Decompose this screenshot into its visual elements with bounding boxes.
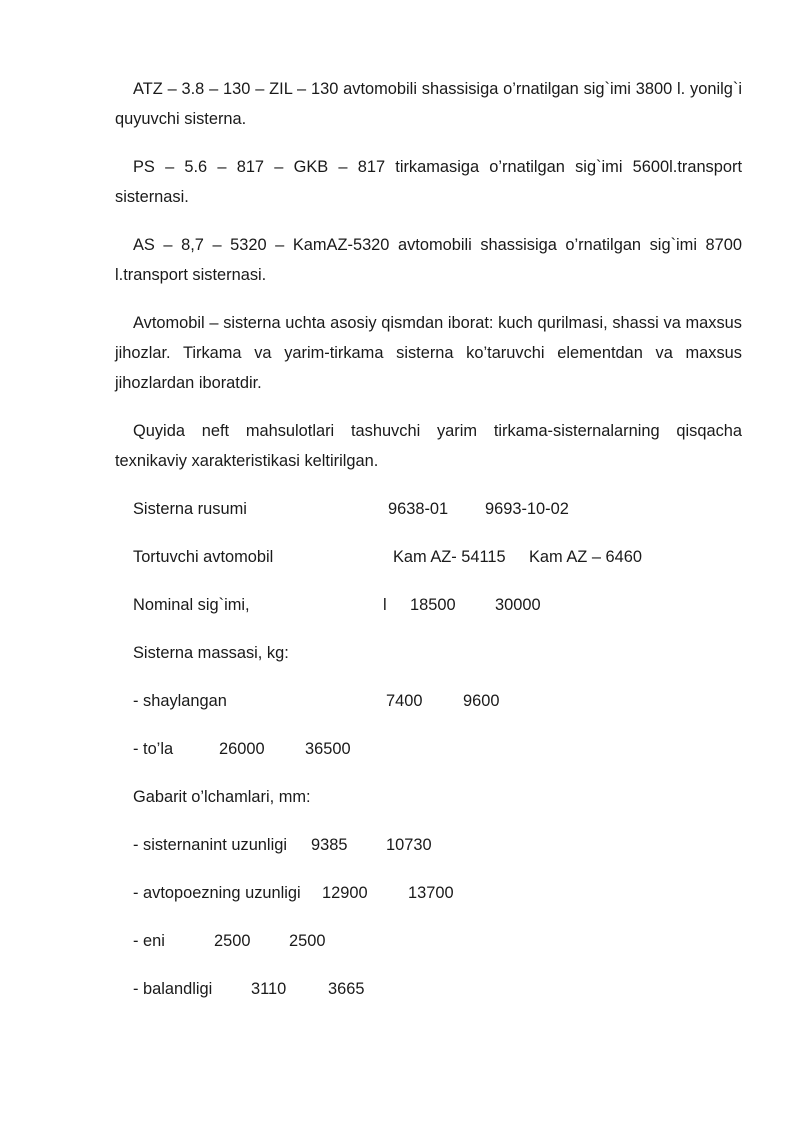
spec-value-1: 12900 <box>322 884 368 902</box>
spec-row-model <box>115 494 742 542</box>
spec-label: - eni <box>133 932 165 950</box>
spec-value-1: 9638-01 <box>388 500 449 518</box>
spec-row-height <box>115 974 742 1022</box>
spec-heading: Gabarit o’lchamlari, mm: <box>133 788 311 806</box>
spec-value-1: 7400 <box>386 692 423 710</box>
spec-value-1: 18500 <box>410 596 456 614</box>
spec-label: Nominal sig`imi, <box>133 596 250 614</box>
spec-unit: l <box>383 596 387 614</box>
spec-heading: Sisterna massasi, kg: <box>133 644 289 662</box>
spec-value-2: 9693-10-02 <box>485 500 569 518</box>
spec-value-1: 26000 <box>219 740 265 758</box>
spec-heading-dims <box>115 782 742 830</box>
paragraph-as: AS – 8,7 – 5320 – KamAZ-5320 avtomobili shassisiga o’rnatilgan sig`imi 8700 l.transport sisternasi. <box>115 236 742 284</box>
spec-label: Tortuvchi avtomobil <box>133 548 274 566</box>
spec-value-1: 9385 <box>311 836 348 854</box>
spec-row-capacity <box>115 590 742 638</box>
spec-row-train-length <box>115 878 742 926</box>
spec-row-mass-equipped <box>115 686 742 734</box>
spec-row-mass-full <box>115 734 742 782</box>
paragraph-atz: ATZ – 3.8 – 130 – ZIL – 130 avtomobili shassisiga o’rnatilgan sig`imi 3800 l. yonilg`i quyuvchi sisterna. <box>115 80 742 128</box>
spec-label: - to’la <box>133 740 174 758</box>
spec-label: - balandligi <box>133 980 213 998</box>
spec-heading-mass <box>115 638 742 686</box>
spec-row-width <box>115 926 742 974</box>
spec-row-tractor <box>115 542 742 590</box>
spec-label: - shaylangan <box>133 692 227 710</box>
spec-value-1: 2500 <box>214 932 251 950</box>
paragraph-structure: Avtomobil – sisterna uchta asosiy qismdan iborat: kuch qurilmasi, shassi va maxsus jihozlar. Tirkama va yarim-tirkama sisterna ko’taruvchi elementdan va maxsus jihozlardan iboratdir. <box>115 314 742 392</box>
document-page <box>115 74 742 1022</box>
spec-label: Sisterna rusumi <box>133 500 247 518</box>
spec-value-2: 13700 <box>408 884 454 902</box>
spec-label: - avtopoezning uzunligi <box>133 884 301 902</box>
spec-value-2: Kam AZ – 6460 <box>529 548 642 566</box>
spec-label: - sisternanint uzunligi <box>133 836 287 854</box>
paragraph-intro: Quyida neft mahsulotlari tashuvchi yarim tirkama-sisternalarning qisqacha texnikaviy xarakteristikasi keltirilgan. <box>115 422 742 470</box>
spec-value-1: Kam AZ- 54115 <box>393 548 506 566</box>
paragraph-ps: PS – 5.6 – 817 – GKB – 817 tirkamasiga o’rnatilgan sig`imi 5600l.transport sisternasi. <box>115 158 742 206</box>
spec-value-1: 3110 <box>251 980 287 998</box>
spec-value-2: 2500 <box>289 932 326 950</box>
spec-value-2: 30000 <box>495 596 541 614</box>
spec-value-2: 10730 <box>386 836 432 854</box>
spec-row-tank-length <box>115 830 742 878</box>
spec-list <box>115 494 742 1022</box>
spec-value-2: 3665 <box>328 980 365 998</box>
spec-value-2: 9600 <box>463 692 500 710</box>
spec-value-2: 36500 <box>305 740 351 758</box>
